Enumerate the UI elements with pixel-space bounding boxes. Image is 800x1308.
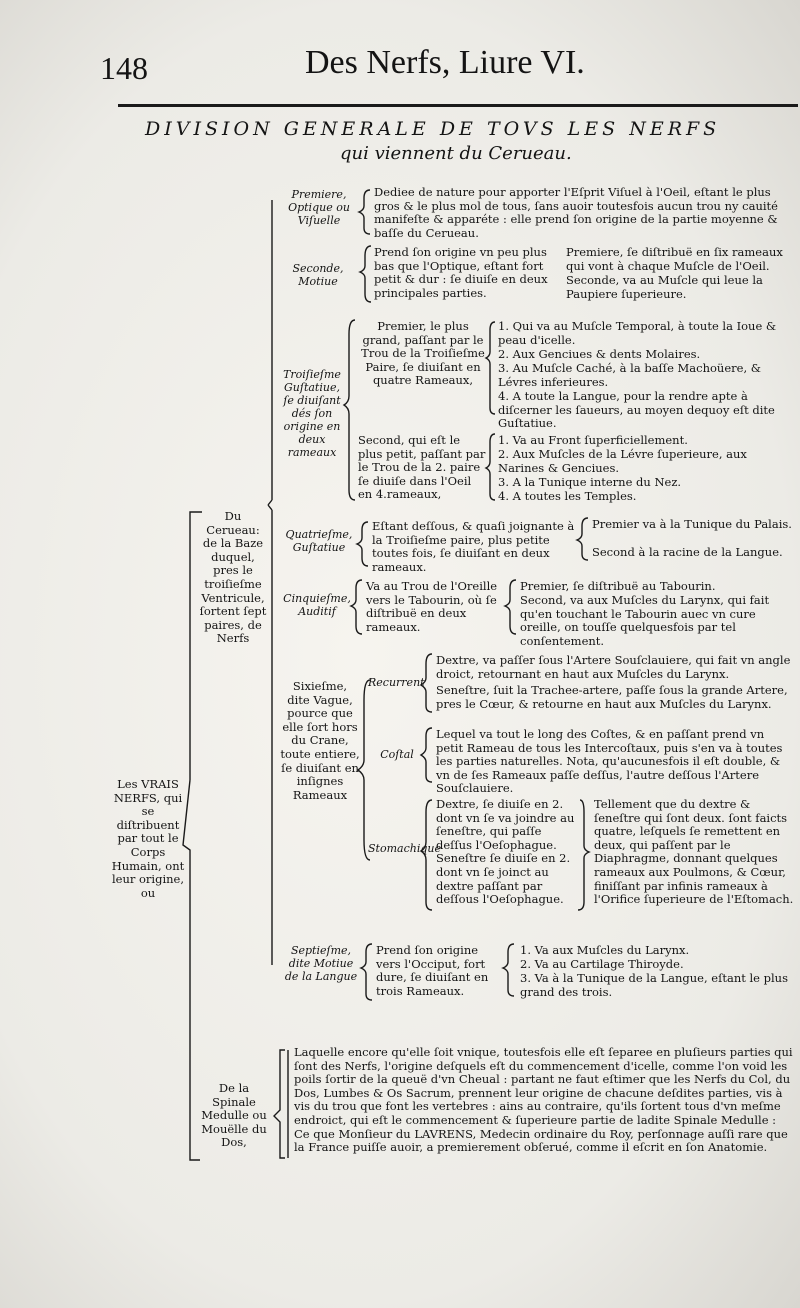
pair3-premier-item-3: 3. Au Muſcle Caché, à la baſſe Machoüere, & Lévres inferieures. [498,361,761,389]
pair7-branch-1: 1. Va aux Muſcles du Larynx. [520,943,690,957]
pair2-text: Prend ſon origine vn peu plus bas que l'Optique, eſtant fort petit & dur : ſe diuiſe en deux principales parties. [374,245,548,300]
pair4-branch-1: Premier va à la Tunique du Palais. [592,517,792,531]
pair5-branch-2: Second, va aux Muſcles du Larynx, qui fait qu'en touchant le Tabourin auec vn cure oreille, on touſſe quelquesfois par tel conſentement. [520,593,770,648]
pair5-label: Cinquieſme, Auditif [283,592,351,618]
pair6-recurrent-senestre: Seneſtre, ſuit la Trachee-artere, paſſe ſous la grande Artere, pres le Cœur, & retourne en haut aux Muſcles du Larynx. [436,683,788,711]
pair6-costal-label: Coſtal [380,748,414,761]
pair6-label: Sixieſme, dite Vague, pource que elle ſort hors du Crane, toute entiere, ſe diuiſant en inſignes Rameaux [280,679,360,802]
pair2-branch-1: Premiere, ſe diſtribuë en ſix rameaux qui vont à chaque Muſcle de l'Oeil. [566,245,783,273]
pair3-premier-item-1: 1. Qui va au Muſcle Temporal, à toute la Ioue & peau d'icelle. [498,319,777,347]
pair4-label: Quatrieſme, Guſtatiue [285,528,353,554]
pair7-label: Septieſme, dite Motiue de la Langue [284,944,358,983]
pair6-recurrent-label: Recurrent [368,676,425,689]
pair3-second-item-3: 3. A la Tunique interne du Nez. [498,475,682,489]
page-number: 148 [100,50,148,86]
pair3-second-item-2: 2. Aux Muſcles de la Lévre ſuperieure, aux Narines & Genciues. [498,447,747,475]
pair3-second-item-1: 1. Va au Front ſuperficiellement. [498,433,688,447]
pair7-branch-2: 2. Va au Cartilage Thiroyde. [520,957,684,971]
pair7-text: Prend ſon origine vers l'Occiput, fort dure, ſe diuiſant en trois Rameaux. [376,943,489,998]
spinale-text: Laquelle encore qu'elle ſoit vnique, toutesfois elle eſt ſeparee en pluſieurs parties qui ſont des Nerfs, l'origine deſquels eſt du commencement d'icelle, comme l'on void les poils ſortir de la queuë d'vn Cheual : partant ne faut eſtimer que les Nerfs du Col, du Dos, Lumbes & Os Sacrum, prennent leur origine de chacune deſdites parties, vis à vis du trou que font les vertebres : ains au contraire, qu'ils ſortent tous d'vn meſme endroict, qui eſt le commencement & ſuperieure partie de ladite Spinale Medulle : Ce que Monſieur du LAVRENS, Medecin ordinaire du Roy, perſonnage auſſi rare que la France puiſſe auoir, a premierement obſerué, comme il eſcrit en ſon Anatomie. [294,1045,793,1155]
root-label: Les VRAIS NERFS, qui se diſtribuent par tout le Corps Humain, ont leur origine, ou [111,777,185,900]
running-title: Des Nerfs, Liure VI. [305,44,585,81]
pair4-branch-2: Second à la racine de la Langue. [592,545,783,559]
cerveau-label: Du Cerueau: de la Baze duquel, pres le troiſieſme Ventricule, ſortent ſept paires, de Nerfs [199,509,267,646]
pair5-text: Va au Trou de l'Oreille vers le Tabourin, où ſe diſtribuë en deux rameaux. [366,579,498,634]
pair6-recurrent-dextre: Dextre, va paſſer ſous l'Artere Souſclauiere, qui fait vn angle droict, retournant en haut aux Muſcles du Larynx. [436,653,791,681]
pair4-text: Eſtant deſſous, & quaſi joignante à la Troiſieſme paire, plus petite toutes fois, ſe diuiſant en deux rameaux. [372,519,575,574]
pair1-text: Dediee de nature pour apporter l'Eſprit Viſuel à l'Oeil, eſtant le plus gros & le plus mol de tous, ſans auoir toutesfois aucun trou ny cauité manifeſte & apparéte : elle prend ſon origine de la partie moyenne & baſſe du Cerueau. [374,185,778,240]
table-subtitle: qui viennent du Cerueau. [340,143,572,164]
pair3-second-item-4: 4. A toutes les Temples. [498,489,637,503]
pair2-branch-2: Seconde, va au Muſcle qui leue la Paupiere ſuperieure. [566,273,763,301]
pair6-stomachique-label: Stomachique [368,842,441,855]
pair3-second-text: Second, qui eſt le plus petit, paſſant par le Trou de la 2. paire ſe diuiſe dans l'Oeil en 4.rameaux, [358,433,486,502]
table-title: DIVISION GENERALE DE TOVS LES NERFS [145,118,721,140]
pair6-costal-text: Lequel va tout le long des Coſtes, & en paſſant prend vn petit Rameau de tous les Intercoſtaux, puis s'en va à toutes les parties naturelles. Nota, qu'aucunesfois il eſt double, & vn de ſes Rameaux paſſe deſſus, l'autre deſſous l'Artere Souſclauiere. [436,727,783,796]
pair3-premier-text: Premier, le plus grand, paſſant par le Trou de la Troiſieſme Paire, ſe diuiſant en quatre Rameaux, [361,319,485,388]
pair6-stomachique-text: Dextre, ſe diuiſe en 2. dont vn ſe va joindre au ſeneſtre, qui paſſe deſſus l'Oeſophague. Seneſtre ſe diuiſe en 2. dont vn ſe joinct au dextre paſſant par deſſous l'Oeſophague. [436,797,575,907]
pair3-premier-item-2: 2. Aux Genciues & dents Molaires. [498,347,701,361]
pair3-label: Troiſieſme Guſtatiue, ſe diuiſant dés ſon origine en deux rameaux [283,368,341,459]
pair7-branch-3: 3. Va à la Tunique de la Langue, eſtant le plus grand des trois. [520,971,788,999]
pair5-branch-1: Premier, ſe diſtribuë au Tabourin. [520,579,716,593]
pair1-label: Premiere, Optique ou Viſuelle [288,188,350,227]
spinale-label: De la Spinale Medulle ou Mouëlle du Dos, [201,1081,267,1150]
pair3-premier-item-4: 4. A toute la Langue, pour la rendre apte à diſcerner les ſaueurs, au moyen dequoy eſt dite Guſtatiue. [498,389,775,431]
pair6-stomachique-end: Tellement que du dextre & ſeneſtre qui ſont deux. ſont faicts quatre, leſquels ſe remettent en deux, qui paſſent par le Diaphragme, donnant quelques rameaux aux Poulmons, & Cœur, finiſſant par infinis rameaux à l'Orifice ſuperieure de l'Eſtomach. [594,797,794,907]
pair2-label: Seconde, Motiue [292,262,344,288]
